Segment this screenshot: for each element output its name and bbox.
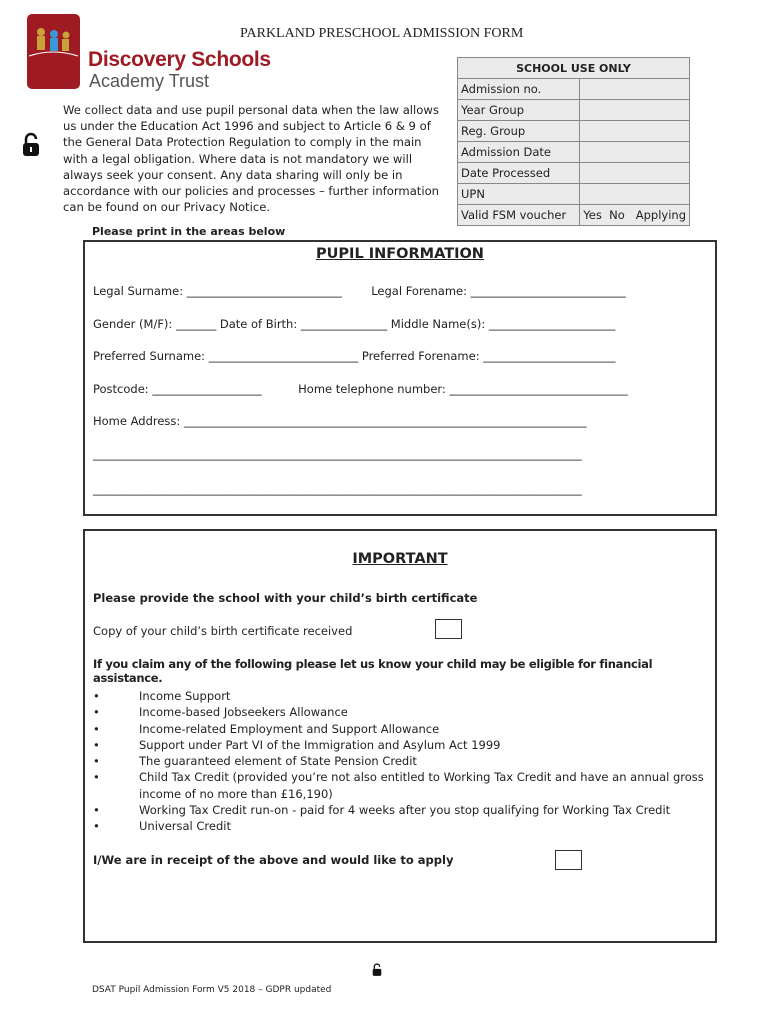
upn-field[interactable] (580, 184, 690, 205)
date-processed-field[interactable] (580, 163, 690, 184)
unlock-icon (22, 132, 40, 162)
footer-text: DSAT Pupil Admission Form V5 2018 – GDPR updated (92, 985, 332, 995)
row-label: Reg. Group (458, 121, 580, 142)
reg-group-field[interactable] (580, 121, 690, 142)
pupil-information-section (83, 240, 717, 516)
birth-cert-note: Please provide the school with your child’s birth certificate (93, 591, 478, 605)
school-use-table (457, 57, 690, 226)
list-item: • Support under Part VI of the Immigration and Asylum Act 1999 (93, 737, 709, 753)
section-heading: PUPIL INFORMATION (316, 246, 484, 262)
fsm-options[interactable]: Yes No Applying (580, 205, 690, 226)
list-item: • Working Tax Credit run-on - paid for 4 weeks after you stop qualifying for Working Tax Credit (93, 802, 709, 818)
list-item: • Universal Credit (93, 818, 709, 834)
unlock-icon (372, 962, 382, 981)
list-item: • Income-based Jobseekers Allowance (93, 704, 709, 720)
list-item: • Child Tax Credit (provided you’re not also entitled to Working Tax Credit and have an annual gross income of no more than £16,190) (93, 769, 709, 802)
name-fields[interactable]: Legal Surname: ___________________________ Legal Forename: ___________________________ (93, 284, 626, 298)
gdpr-notice: We collect data and use pupil personal data when the law allows us under the Education Act 1996 and subject to Article 6 & 9 of the General Data Protection Regulation to comply in the main with a legal obligation. Where data is not mandatory we will always seek your consent. Any data sharing will only be in accordance with our policies and processes – further information can be found on our Privacy Notice. (63, 103, 440, 215)
address-line-3[interactable]: _____________________________________________________________________________________ (93, 482, 582, 496)
section-heading: IMPORTANT (352, 551, 448, 567)
row-label: Valid FSM voucher (458, 205, 580, 226)
admission-date-field[interactable] (580, 142, 690, 163)
year-group-field[interactable] (580, 100, 690, 121)
school-logo (27, 14, 80, 89)
benefits-list (93, 688, 709, 835)
row-label: Year Group (458, 100, 580, 121)
row-label: Admission no. (458, 79, 580, 100)
gender-dob-fields[interactable]: Gender (M/F): _______ Date of Birth: _______________ Middle Name(s): ______________________ (93, 317, 616, 331)
preferred-name-fields[interactable]: Preferred Surname: __________________________ Preferred Forename: _______________________ (93, 349, 616, 363)
apply-label: I/We are in receipt of the above and would like to apply (93, 853, 454, 867)
list-item: • Income Support (93, 688, 709, 704)
brand-name: Discovery Schools (88, 48, 271, 71)
page-title: PARKLAND PRESCHOOL ADMISSION FORM (240, 26, 524, 41)
birth-cert-label: Copy of your child’s birth certificate received (93, 624, 353, 638)
school-use-heading: SCHOOL USE ONLY (458, 58, 690, 79)
list-item: • Income-related Employment and Support Allowance (93, 721, 709, 737)
important-section (83, 529, 717, 943)
print-instruction: Please print in the areas below (92, 225, 286, 238)
address-line-2[interactable]: _____________________________________________________________________________________ (93, 447, 582, 461)
admission-no-field[interactable] (580, 79, 690, 100)
list-item: • The guaranteed element of State Pension Credit (93, 753, 709, 769)
row-label: Admission Date (458, 142, 580, 163)
brand-subtitle: Academy Trust (89, 71, 210, 91)
birth-cert-checkbox[interactable] (435, 619, 462, 639)
apply-checkbox[interactable] (555, 850, 582, 870)
row-label: UPN (458, 184, 580, 205)
postcode-phone-fields[interactable]: Postcode: ___________________ Home telephone number: _______________________________ (93, 382, 628, 396)
home-address-field[interactable]: Home Address: ______________________________________________________________________ (93, 414, 587, 428)
financial-note: If you claim any of the following please let us know your child may be eligible for financial assistance. (93, 657, 653, 685)
row-label: Date Processed (458, 163, 580, 184)
